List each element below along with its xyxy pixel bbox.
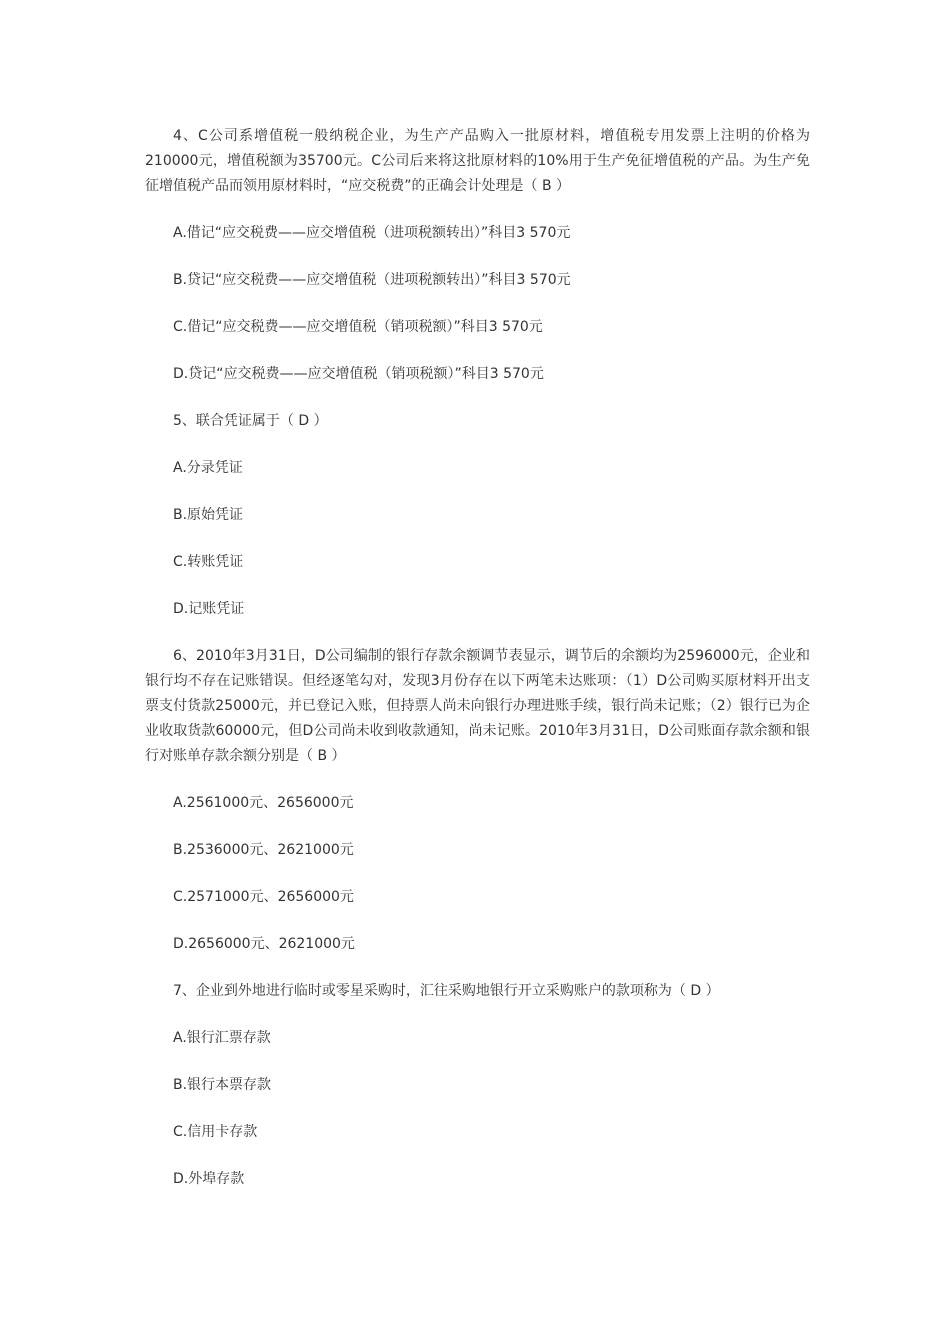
question-5: 5、联合凭证属于（ D ） [173,413,328,429]
question-5-option-c: C.转账凭证 [173,554,244,570]
question-4-option-c: C.借记“应交税费——应交增值税（销项税额）”科目3 570元 [173,319,543,335]
question-6-option-d: D.2656000元、2621000元 [173,936,355,952]
question-7-option-c: C.信用卡存款 [173,1124,258,1140]
question-4-option-a: A.借记“应交税费——应交增值税（进项税额转出）”科目3 570元 [173,225,571,241]
document-page [145,124,810,1214]
question-7-option-a: A.银行汇票存款 [173,1030,271,1046]
question-5-option-b: B.原始凭证 [173,507,244,523]
question-5-option-d: D.记账凭证 [173,601,245,617]
question-6-option-b: B.2536000元、2621000元 [173,842,354,858]
question-7-option-b: B.银行本票存款 [173,1077,272,1093]
question-6-option-c: C.2571000元、2656000元 [173,889,354,905]
question-7: 7、企业到外地进行临时或零星采购时，汇往采购地银行开立采购账户的款项称为（ D ） [173,983,720,999]
question-4-option-b: B.贷记“应交税费——应交增值税（进项税额转出）”科目3 570元 [173,272,571,288]
question-4-option-d: D.贷记“应交税费——应交增值税（销项税额）”科目3 570元 [173,366,544,382]
question-5-option-a: A.分录凭证 [173,460,243,476]
question-7-option-d: D.外埠存款 [173,1171,245,1187]
question-4: 4、C公司系增值税一般纳税企业，为生产产品购入一批原材料，增值税专用发票上注明的价格为210000元，增值税额为35700元。C公司后来将这批原材料的10%用于生产免征增值税的产品。为生产免征增值税产品而领用原材料时，“应交税费”的正确会计处理是（ B ） [145,128,810,194]
question-6: 6、2010年3月31日，D公司编制的银行存款余额调节表显示，调节后的余额均为2596000元，企业和银行均不存在记账错误。但经逐笔勾对，发现3月份存在以下两笔未达账项：（1）D公司购买原材料开出支票支付货款25000元，并已登记入账，但持票人尚未向银行办理进账手续，银行尚未记账；（2）银行已为企业收取货款60000元，但D公司尚未收到收款通知，尚未记账。2010年3月31日，D公司账面存款余额和银行对账单存款余额分别是（ B ） [145,648,810,764]
question-6-option-a: A.2561000元、2656000元 [173,795,354,811]
